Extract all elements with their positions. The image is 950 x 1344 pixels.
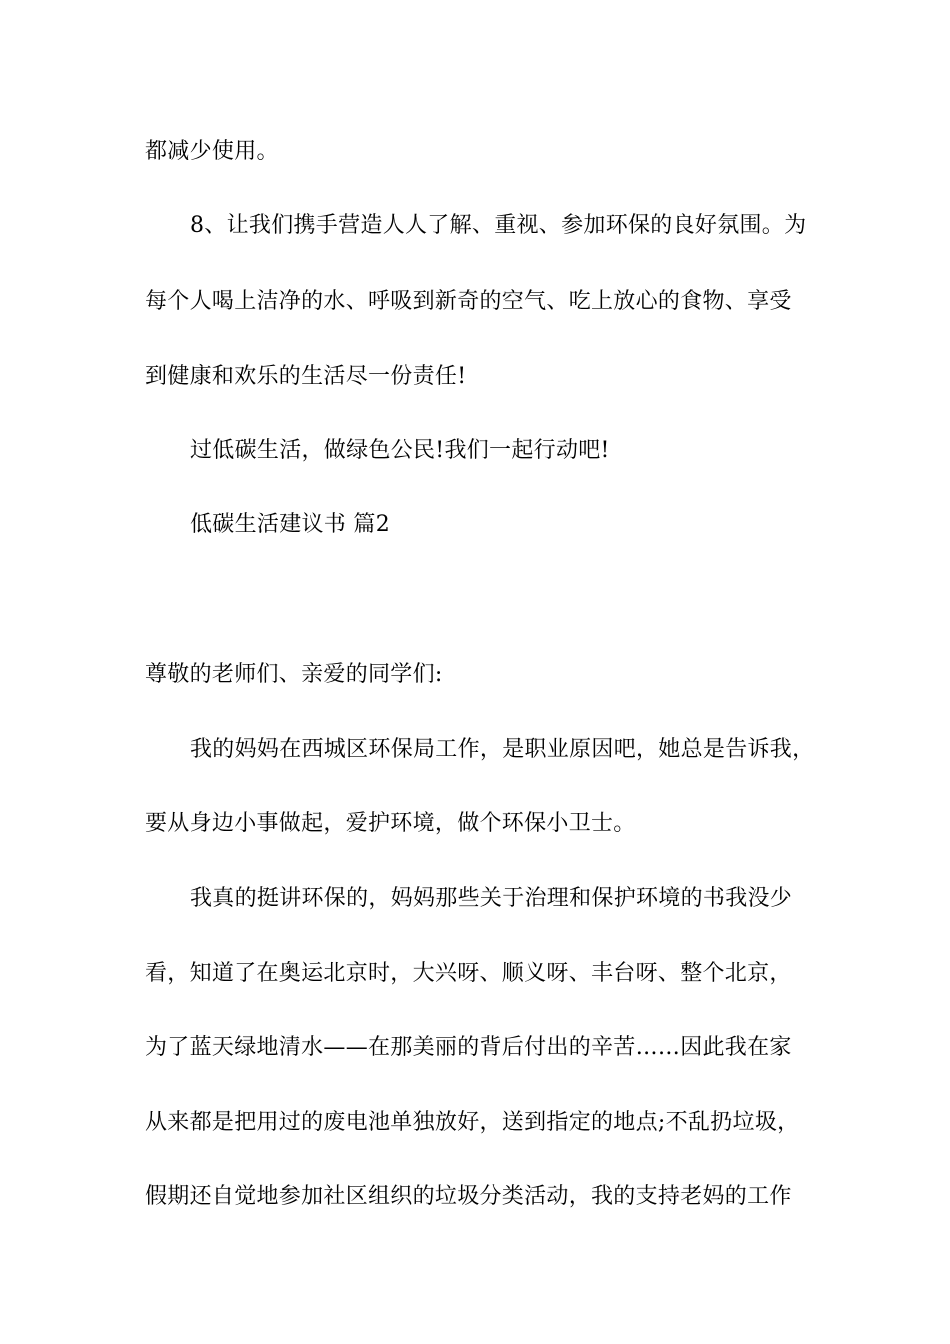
paragraph-line: 我的妈妈在西城区环保局工作，是职业原因吧，她总是告诉我， [190, 737, 815, 762]
paragraph-line: 到健康和欢乐的生活尽一份责任! [145, 364, 467, 389]
paragraph-line: 假期还自觉地参加社区组织的垃圾分类活动，我的支持老妈的工作 [145, 1184, 792, 1209]
paragraph-line: 我真的挺讲环保的，妈妈那些关于治理和保护环境的书我没少 [190, 886, 793, 911]
paragraph-line: 要从身边小事做起，爱护环境，做个环保小卫士。 [145, 811, 636, 836]
paragraph-line: 8、让我们携手营造人人了解、重视、参加环保的良好氛围。为 [190, 213, 807, 238]
section-heading: 低碳生活建议书 篇2 [190, 512, 390, 537]
paragraph-line: 为了蓝天绿地清水——在那美丽的背后付出的辛苦……因此我在家 [145, 1035, 792, 1060]
paragraph-line: 过低碳生活，做绿色公民!我们一起行动吧! [190, 438, 610, 463]
paragraph-line: 看，知道了在奥运北京时，大兴呀、顺义呀、丰台呀、整个北京， [145, 961, 792, 986]
paragraph-line: 从来都是把用过的废电池单独放好，送到指定的地点;不乱扔垃圾， [145, 1110, 800, 1135]
paragraph-line: 都减少使用。 [145, 139, 279, 164]
paragraph-line: 每个人喝上洁净的水、呼吸到新奇的空气、吃上放心的食物、享受 [145, 289, 792, 314]
salutation: 尊敬的老师们、亲爱的同学们: [145, 662, 443, 687]
